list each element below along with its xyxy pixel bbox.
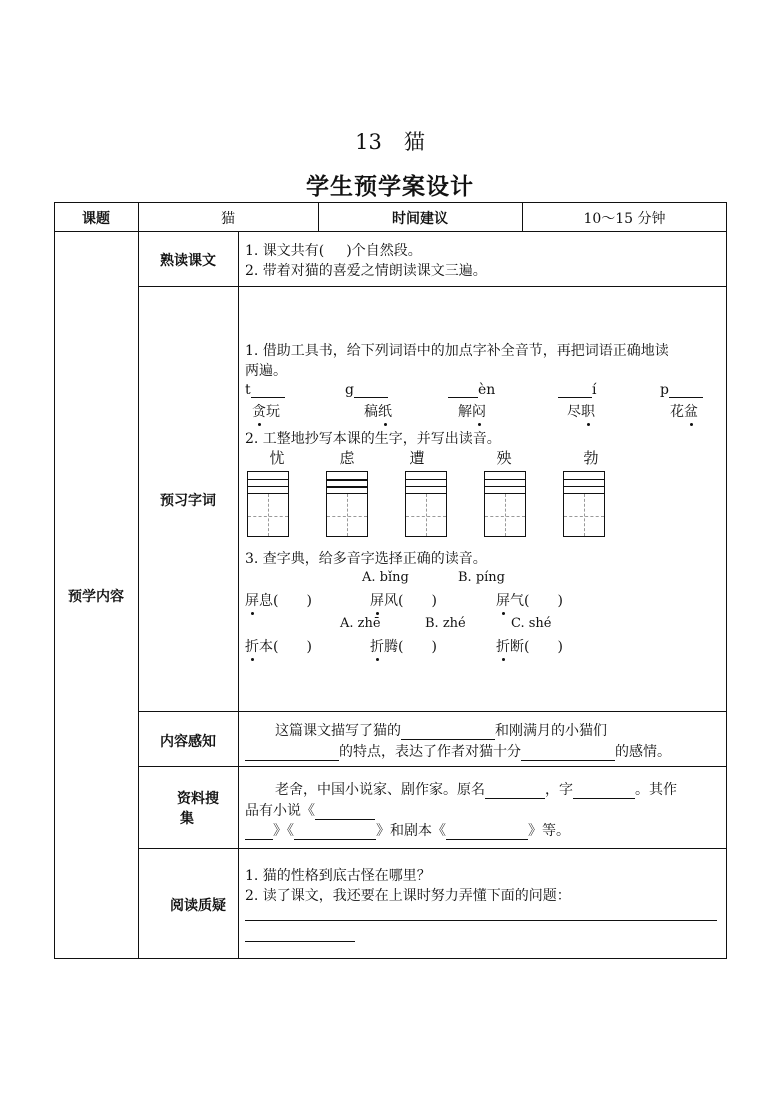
writing-grid[interactable] <box>326 471 368 537</box>
lesson-number: 13 <box>355 130 382 154</box>
research-line-3: 》《 》和剧本《 》等。 <box>245 820 570 840</box>
answer-line[interactable] <box>245 920 717 921</box>
words-q1-line-1: 1. 借助工具书，给下列词语中的加点字补全音节，再把词语正确地读 <box>245 343 669 359</box>
pinyin-hint-3: èn <box>448 382 495 398</box>
vocab-word-5: 花盆 <box>670 401 698 421</box>
words-q3: 3. 查字典，给多音字选择正确的读音。 <box>245 551 487 567</box>
question-line-1: 1. 猫的性格到底古怪在哪里？ <box>245 868 431 884</box>
pinyin-hint-4: í <box>558 382 596 398</box>
row-divider <box>138 711 727 712</box>
zhe-word-1: 折本( ) <box>245 636 312 656</box>
zhe-option-a: A. zhē <box>340 616 381 631</box>
ping-option-a: A. bǐng <box>362 570 409 585</box>
time-value: 10～15 分钟 <box>583 211 666 227</box>
research-line-2: 品有小说《 <box>245 800 375 820</box>
ping-option-b: B. píng <box>458 570 505 585</box>
copy-char-2: 虑 <box>339 449 355 467</box>
row-divider <box>138 286 727 287</box>
vocab-word-4: 尽职 <box>567 401 595 421</box>
ping-word-1: 屏息( ) <box>245 590 312 610</box>
perceive-label: 内容感知 <box>160 734 216 750</box>
copy-char-3: 遭 <box>409 449 425 467</box>
row-divider <box>138 848 727 849</box>
vocab-word-2: 稿纸 <box>364 401 392 421</box>
words-q1-line-2: 两遍。 <box>245 363 287 379</box>
zhe-option-c: C. shé <box>511 616 552 631</box>
read-line-1: 1. 课文共有( )个自然段。 <box>245 243 422 259</box>
pinyin-hint-2: g <box>345 382 388 398</box>
question-label: 阅读质疑 <box>170 898 226 914</box>
copy-char-1: 忧 <box>269 449 285 467</box>
research-label: 资料搜 集 <box>177 791 219 827</box>
writing-grid[interactable] <box>405 471 447 537</box>
lesson-name: 猫 <box>403 130 425 154</box>
topic-label: 课题 <box>82 211 110 227</box>
ping-word-2: 屏风( ) <box>370 590 437 610</box>
words-q2: 2. 工整地抄写本课的生字，并写出读音。 <box>245 431 501 447</box>
words-label: 预习字词 <box>160 493 216 509</box>
copy-char-4: 殃 <box>496 449 512 467</box>
time-label: 时间建议 <box>392 211 448 227</box>
pinyin-hint-5: p <box>660 382 703 398</box>
pinyin-hint-1: t <box>245 382 285 398</box>
read-label: 熟读课文 <box>160 253 216 269</box>
answer-line[interactable] <box>245 941 355 942</box>
lesson-title <box>0 126 780 156</box>
row-divider <box>54 231 727 232</box>
row-divider <box>138 766 727 767</box>
copy-char-5: 勃 <box>583 449 599 467</box>
question-line-2: 2. 读了课文，我还要在上课时努力弄懂下面的问题： <box>245 888 571 904</box>
side-label: 预学内容 <box>68 589 124 605</box>
perceive-line-2: 的特点，表达了作者对猫十分 的感情。 <box>245 741 671 761</box>
zhe-option-b: B. zhé <box>425 616 466 631</box>
col-divider <box>138 202 139 959</box>
research-line-1: 老舍，中国小说家、剧作家。原名 ，字 。其作 <box>275 782 677 798</box>
vocab-word-1: 贪玩 <box>252 401 280 421</box>
writing-grid[interactable] <box>563 471 605 537</box>
col-divider <box>238 231 239 959</box>
perceive-line-1: 这篇课文描写了猫的 和刚满月的小猫们 <box>275 723 607 739</box>
vocab-word-3: 解闷 <box>458 401 486 421</box>
writing-grid[interactable] <box>247 471 289 537</box>
zhe-word-3: 折断( ) <box>496 636 563 656</box>
topic-value: 猫 <box>221 211 235 227</box>
page-subtitle: 学生预学案设计 <box>306 174 474 200</box>
zhe-word-2: 折腾( ) <box>370 636 437 656</box>
writing-grid[interactable] <box>484 471 526 537</box>
read-line-2: 2. 带着对猫的喜爱之情朗读课文三遍。 <box>245 263 487 279</box>
ping-word-3: 屏气( ) <box>496 590 563 610</box>
